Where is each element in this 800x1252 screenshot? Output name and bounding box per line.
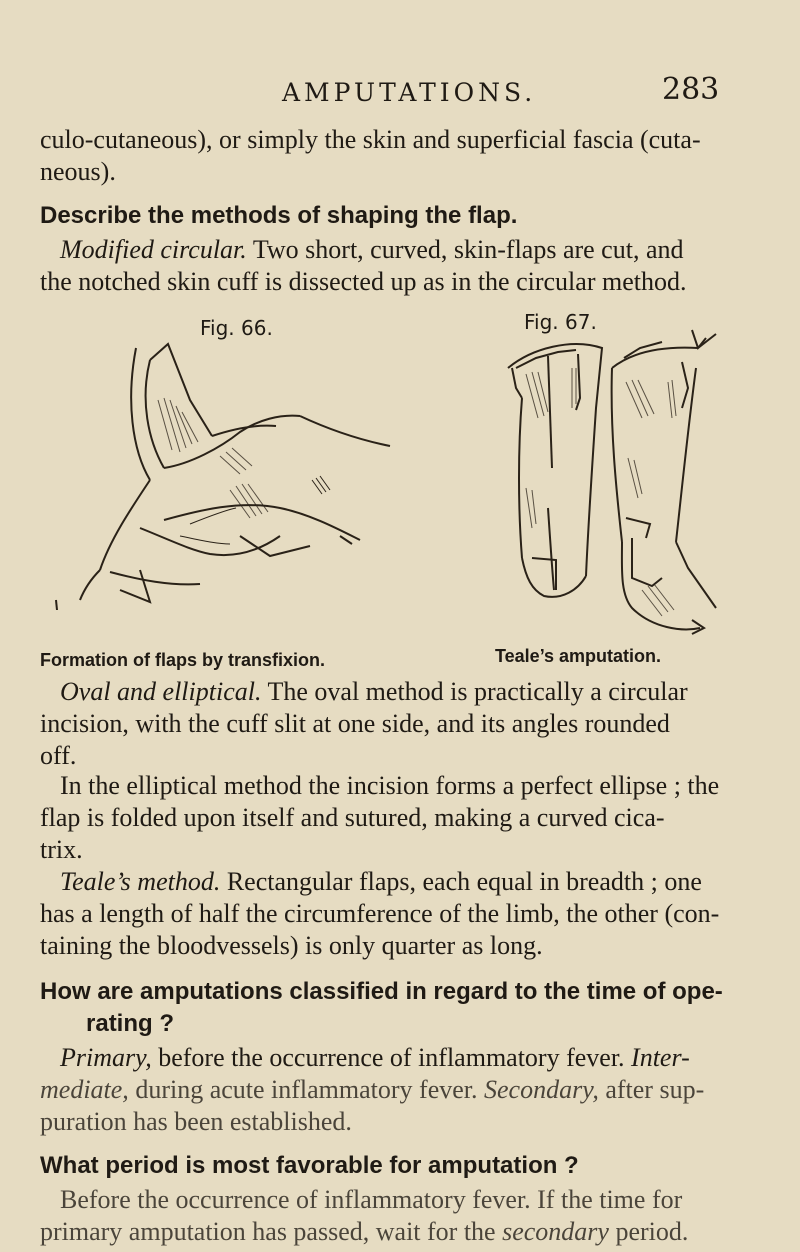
paragraph-line: primary amputation has passed, wait for the secondary period. bbox=[40, 1217, 689, 1246]
paragraph-line: flap is folded upon itself and sutured, making a curved cica- bbox=[40, 803, 665, 832]
paragraph-line: taining the bloodvessels) is only quarter as long. bbox=[40, 931, 543, 960]
figure-67-illustration bbox=[492, 328, 722, 638]
figure-66-caption: Formation of flaps by transfixion. bbox=[40, 650, 326, 670]
paragraph-line: mediate, during acute inflammatory fever. Secondary, after sup- bbox=[40, 1075, 705, 1104]
term: secondary bbox=[502, 1217, 609, 1246]
question-heading: What period is most favorable for amputation ? bbox=[40, 1152, 579, 1179]
figure-67-caption: Teale’s amputation. bbox=[495, 646, 662, 666]
term: Teale’s method. bbox=[60, 867, 221, 896]
term: Oval and elliptical. bbox=[60, 677, 262, 706]
paragraph-line: neous). bbox=[40, 157, 116, 186]
term: mediate, bbox=[40, 1075, 129, 1104]
paragraph-line: Before the occurrence of inflammatory fever. If the time for bbox=[60, 1185, 683, 1214]
paragraph-line: incision, with the cuff slit at one side, and its angles rounded bbox=[40, 709, 670, 738]
term: Inter- bbox=[631, 1043, 690, 1072]
term: Primary, bbox=[60, 1043, 152, 1072]
running-head bbox=[0, 72, 800, 112]
paragraph-line: off. bbox=[40, 741, 77, 770]
paragraph-line: Modified circular. Two short, curved, skin-flaps are cut, and bbox=[60, 235, 684, 264]
paragraph-line: the notched skin cuff is dissected up as in the circular method. bbox=[40, 267, 687, 296]
figure-66-label: Fig. 66. bbox=[200, 316, 273, 340]
term: Secondary, bbox=[484, 1075, 599, 1104]
question-heading: How are amputations classified in regard to the time of ope- bbox=[40, 978, 723, 1005]
running-title: AMPUTATIONS. bbox=[282, 78, 537, 107]
figure-66-illustration bbox=[40, 340, 420, 610]
paragraph-line: trix. bbox=[40, 835, 83, 864]
figure-67-label: Fig. 67. bbox=[524, 310, 597, 334]
paragraph-line: In the elliptical method the incision forms a perfect ellipse ; the bbox=[60, 771, 720, 800]
paragraph-line: Oval and elliptical. The oval method is practically a circular bbox=[60, 677, 688, 706]
paragraph-line: Teale’s method. Rectangular flaps, each equal in breadth ; one bbox=[60, 867, 702, 896]
paragraph-line: culo-cutaneous), or simply the skin and superficial fascia (cuta- bbox=[40, 125, 701, 154]
question-heading: Describe the methods of shaping the flap. bbox=[40, 202, 518, 229]
paragraph-line: Primary, before the occurrence of inflammatory fever. Inter- bbox=[60, 1043, 690, 1072]
page-number: 283 bbox=[662, 72, 720, 107]
paragraph-line: puration has been established. bbox=[40, 1107, 352, 1136]
paragraph-line: has a length of half the circumference of the limb, the other (con- bbox=[40, 899, 720, 928]
question-heading: rating ? bbox=[86, 1010, 174, 1037]
term: Modified circular. bbox=[60, 235, 247, 264]
